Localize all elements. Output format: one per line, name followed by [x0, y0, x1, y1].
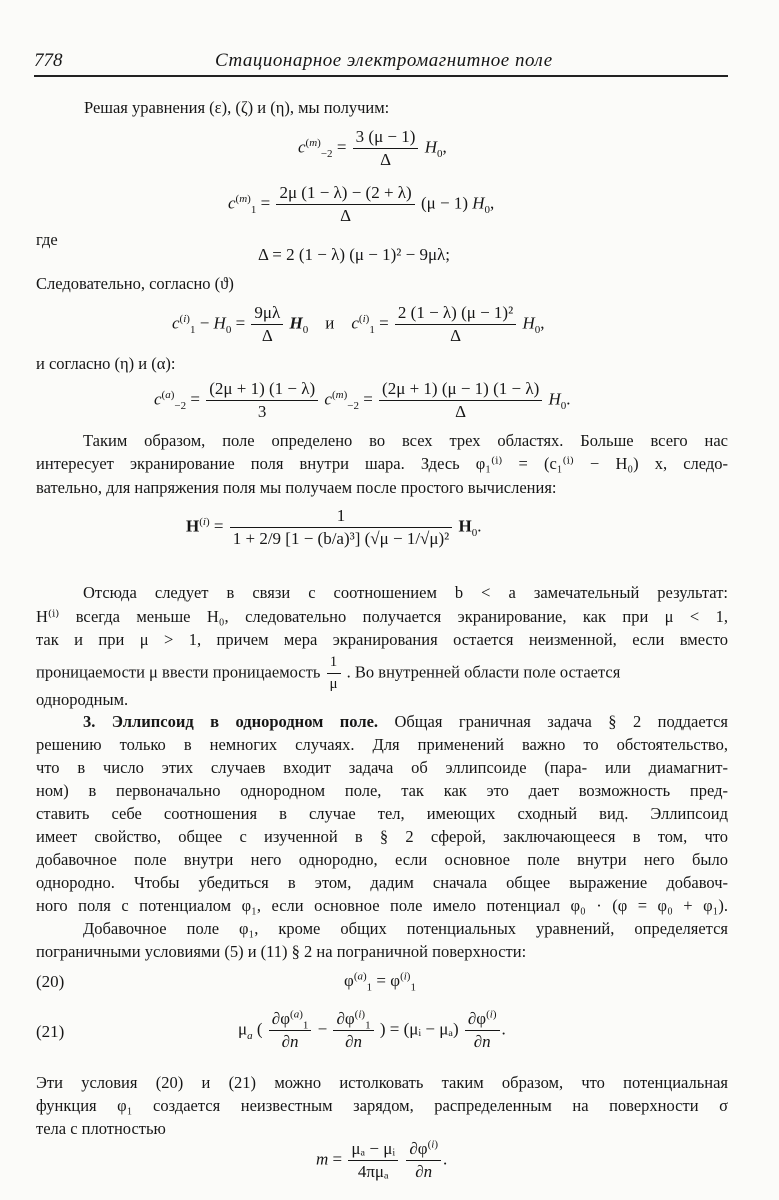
equation-21: $\mu_a$ ( $\frac{\partial\varphi^{(a)}_1}{\partial n}$ − $\frac{\partial\varphi^{(i)}_1}{\partial n}$ ) = (μᵢ − μₐ) $\frac{\partial\varphi^{(i)}}{\partial n}$ . [238, 1008, 506, 1051]
text-line: вательно, для напряжения поля мы получаем после простого вычисления: [36, 478, 557, 497]
equation-delta: Δ = 2 (1 − λ) (μ − 1)² − 9μλ; [258, 245, 451, 264]
equation-density: m = $\frac{\text{μₐ − μᵢ}}{\text{4πμₐ}}$ $\frac{\partial\varphi^{(i)}}{\partial n}$ . [316, 1138, 448, 1181]
text-line: ного поля с потенциалом φ₁, если основное поле имело потенциал φ₀ · (φ = φ₀ + φ₁). [36, 896, 728, 915]
fraction: $\frac{2\mu (1 - \lambda) - (2 + \lambda)}{\Delta}$ [276, 182, 414, 227]
page-header [34, 44, 728, 74]
equation-c1-i: $c^{(i)}_1 - H_0$ = $\frac{9\mu\lambda}{\Delta}$ $H_0$ и $c^{(i)}_1$ = $\frac{\text{2 (1 − λ) (μ − 1)²}}{\Delta}$ $H_0$, [172, 303, 545, 345]
text-span: Общая граничная задача § 2 поддается [378, 712, 728, 731]
text-line: однородно. Чтобы убедиться в этом, дадим сначала общее выражение добавоч- [36, 873, 728, 892]
text-line: ставить себе соотношения в случае тел, имеющих сходный вид. Эллипсоид [36, 804, 728, 823]
text-line: однородным. [36, 690, 129, 709]
text-span: проницаемости μ ввести проницаемость [36, 662, 321, 682]
equation-h-inner: $H^{(i)}$ = $\frac{1}{\text{1 + 2/9 [1 − (b/a)³] (√μ − 1/√μ)²}}$ $H_0$. [186, 506, 482, 548]
text-line: H⁽ⁱ⁾ всегда меньше H₀, следовательно получается экранирование, как при μ < 1, [36, 607, 728, 626]
fraction: $\frac{(2\mu + 1) (1 - \lambda)}{3}$ [206, 378, 318, 423]
section-heading: 3. Эллипсоид в однородном поле. [83, 712, 379, 731]
fraction: $\frac{\partial\varphi^{(i)}}{\partial n}$ [406, 1138, 441, 1183]
text-span: . Во внутренней области поле остается [346, 662, 621, 682]
equation-c1-m: $c^{(m)}_1$ = $\frac{2\mu (1 - \lambda) - (2 + \lambda)}{\Delta}$ (μ − 1) $H_0$, [228, 183, 495, 225]
text-line: что в число этих случаев входит задача об эллипсоиде (пара- или диамагнит- [36, 758, 728, 777]
fraction: $\frac{(2\mu + 1) (\mu - 1) (1 - \lambda)}{\Delta}$ [379, 378, 542, 423]
rhs-factor: (μᵢ − μₐ) [403, 1019, 459, 1039]
text-line: ном) в первоначально однородном поле, так как это дает возможность пред- [36, 781, 728, 800]
fraction: $\frac{1}{\text{1 + 2/9 [1 − (b/a)³] (√μ − 1/√μ)²}}$ [230, 505, 453, 550]
header-rule [34, 75, 728, 77]
equation-c-minus2-m: $c^{(m)}_{-2}$ = $\frac{3 (\mu - 1)}{\Delta}$ $H_0$, [298, 127, 447, 169]
text-line: пограничными условиями (5) и (11) § 2 на пограничной поверхности: [36, 942, 527, 961]
equation-c-minus2-a: $c^{(a)}_{-2}$ = $\frac{(2\mu + 1) (1 - \lambda)}{3}$ $c^{(m)}_{-2}$ = $\frac{(2\mu + 1) (\mu - 1) (1 - \lambda)}{\Delta}$ $H_0$. [154, 379, 571, 421]
text-line: Решая уравнения (ε), (ζ) и (η), мы получим: [84, 98, 390, 117]
equation-20: $\varphi^{(a)}_1 = \varphi^{(i)}_1$ [344, 970, 416, 994]
fraction: $\frac{\text{2 (1 − λ) (μ − 1)²}}{\Delta}$ [395, 302, 516, 347]
page-number: 778 [34, 50, 63, 71]
text-line: Отсюда следует в связи с соотношением b < a замечательный результат: [83, 583, 728, 602]
text-line: имеет свойство, общее с изученной в § 2 сферой, заключающееся в том, что [36, 827, 728, 846]
text-line: интересует экранирование поля внутри шара. Здесь φ₁⁽ⁱ⁾ = (c₁⁽ⁱ⁾ − H₀) x, следо- [36, 454, 728, 473]
text-line: где [36, 230, 58, 249]
fraction: $\frac{3 (\mu - 1)}{\Delta}$ [353, 126, 419, 171]
text-line: Таким образом, поле определено во всех трех областях. Больше всего нас [83, 431, 728, 450]
running-title: Стационарное электромагнитное поле [215, 50, 553, 71]
fraction: $\frac{\text{μₐ − μᵢ}}{\text{4πμₐ}}$ [348, 1138, 398, 1183]
conjunction: и [325, 313, 335, 333]
fraction: $\frac{1}{\mu}$ [327, 652, 341, 695]
text-line: Следовательно, согласно (ϑ) [36, 274, 234, 293]
equation-number-20: (20) [36, 972, 65, 991]
text-line: добавочное поле внутри него однородно, если основное поле внутри него было [36, 850, 728, 869]
text-line: функция φ₁ создается неизвестным зарядом, распределенным на поверхности σ [36, 1096, 728, 1115]
text-line: Добавочное поле φ₁, кроме общих потенциальных уравнений, определяется [83, 919, 728, 938]
text-line: и согласно (η) и (α): [36, 354, 176, 373]
section-heading-line [36, 711, 728, 732]
text-line: тела с плотностью [36, 1119, 166, 1138]
fraction: $\frac{\partial\varphi^{(a)}_1}{\partial n}$ [269, 1008, 312, 1053]
text-line: Эти условия (20) и (21) можно истолковать таким образом, что потенциальная [36, 1073, 728, 1092]
text-line: так и при μ > 1, причем мера экранирования остается неизменной, если вместо [36, 630, 728, 649]
fraction: $\frac{\partial\varphi^{(i)}_1}{\partial n}$ [333, 1008, 373, 1053]
fraction: $\frac{9\mu\lambda}{\Delta}$ [251, 302, 283, 347]
text-line: решению только в немногих случаях. Для применений важно то обстоятельство, [36, 735, 728, 754]
fraction: $\frac{\partial\varphi^{(i)}}{\partial n}$ [465, 1008, 500, 1053]
equation-number-21: (21) [36, 1022, 65, 1041]
